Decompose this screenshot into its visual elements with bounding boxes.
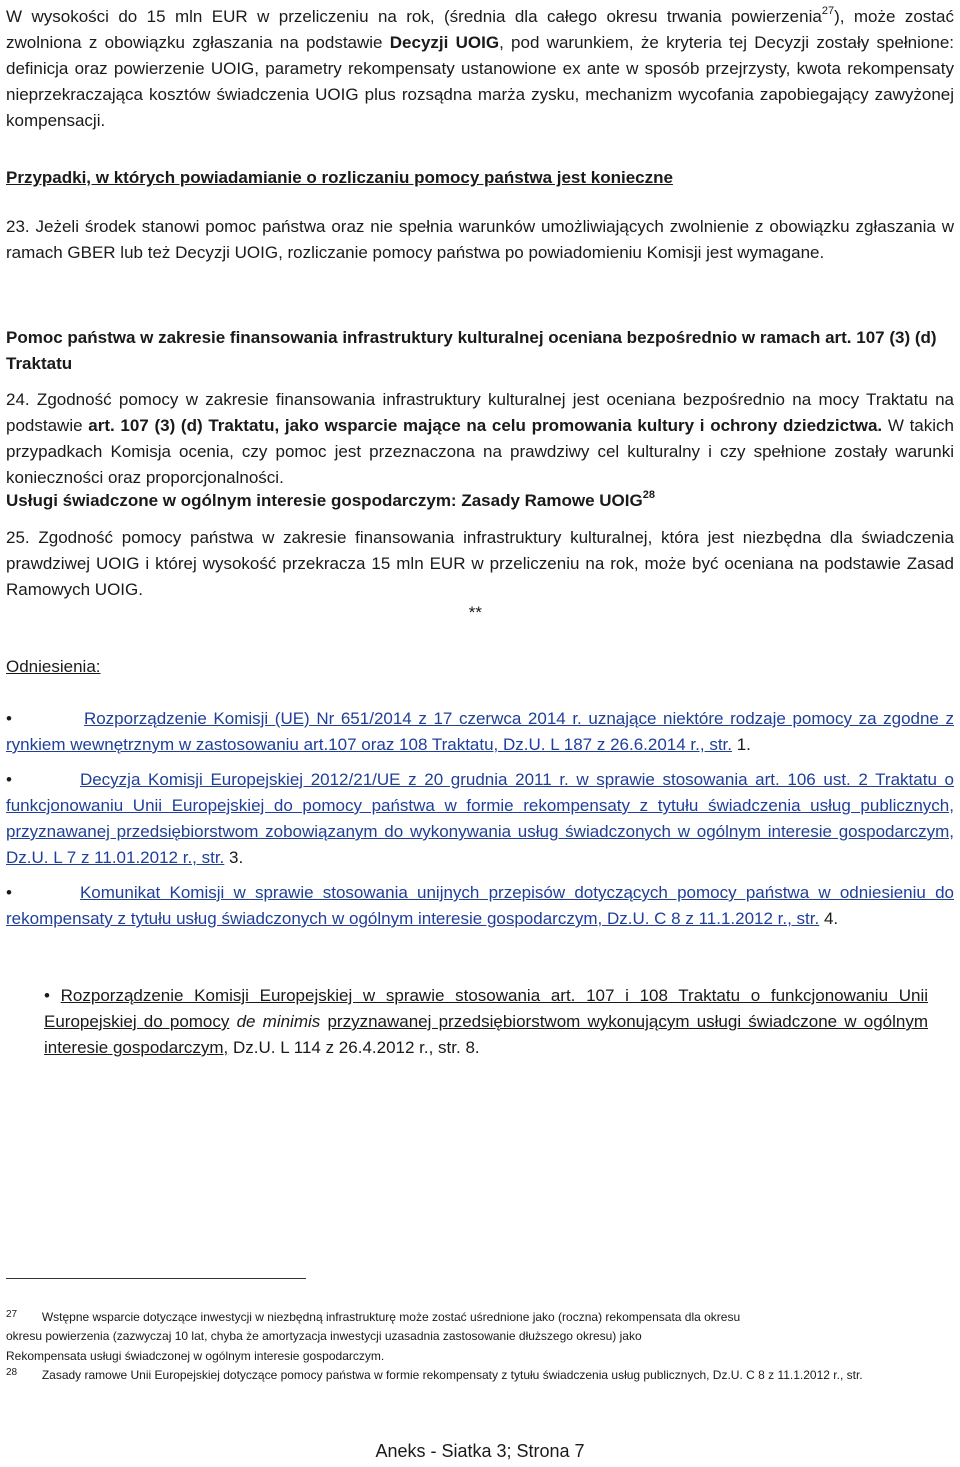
reference-item bbox=[6, 767, 954, 871]
reference-link-de-minimis-2[interactable]: przyznawanej przedsiębiorstwom wykonującym usługi świadczone w ogólnym interesie gospodarczym, bbox=[44, 1012, 928, 1057]
reference-tail: 3. bbox=[224, 848, 244, 867]
reference-link-gber[interactable]: Rozporządzenie Komisji (UE) Nr 651/2014 z 17 czerwca 2014 r. uznające niektóre rodzaje pomocy za zgodne z rynkiem wewnętrznym w zastosowaniu art.107 oraz 108 Traktatu, Dz.U. L 187 z 26.6.2014 r., str. bbox=[6, 709, 954, 754]
bullet-icon: • bbox=[6, 883, 12, 902]
section-heading-sgei bbox=[6, 488, 655, 514]
footnote-number: 28 bbox=[6, 1367, 18, 1378]
paragraph-intro-text-2: ), może zostać zwolniona z obowiązku zgłaszania na podstawie bbox=[6, 7, 954, 52]
footnote-number: 27 bbox=[6, 1309, 18, 1320]
footnote-27 bbox=[6, 1304, 740, 1328]
footnote-text: Rekompensata usługi świadczonej w ogólnym interesie gospodarczym. bbox=[6, 1349, 385, 1363]
page-footer: Aneks - Siatka 3; Strona 7 bbox=[375, 1441, 585, 1461]
footnote-ref-28[interactable]: 28 bbox=[642, 489, 655, 501]
reference-item bbox=[6, 880, 954, 932]
section-heading-cultural-infrastructure-text: Pomoc państwa w zakresie finansowania infrastruktury kulturalnej oceniana bezpośrednio w ramach art. 107 (3) (d) Traktatu bbox=[6, 328, 937, 373]
paragraph-24-text-2: W takich przypadkach Komisja ocenia, czy pomoc jest przeznaczona na prawdziwy cel kulturalny i czy spełnione zostały warunki konieczności oraz proporcjonalności. bbox=[6, 416, 954, 487]
footnote-ref-27[interactable]: 27 bbox=[821, 5, 835, 17]
footnote-28 bbox=[6, 1362, 863, 1386]
section-heading-notification: Przypadki, w których powiadamianie o rozliczaniu pomocy państwa jest konieczne bbox=[6, 168, 673, 187]
footnote-text: okresu powierzenia (zazwyczaj 10 lat, chyba że amortyzacja inwestycji uzasadnia zastosowanie dłuższego okresu) jako bbox=[6, 1329, 642, 1343]
reference-link-de-minimis[interactable]: Rozporządzenie Komisji Europejskiej w sprawie stosowania art. 107 i 108 Traktatu o funkcjonowaniu Unii Europejskiej do pomocy bbox=[44, 986, 928, 1031]
section-separator-stars: ** bbox=[468, 603, 482, 622]
reference-link-communication[interactable]: Komunikat Komisji w sprawie stosowania unijnych przepisów dotyczących pomocy państwa w odniesieniu do rekompensaty z tytułu usług świadczonych w ogólnym interesie gospodarczym, Dz.U. C 8 z 11.1.2012 r., str. bbox=[6, 883, 954, 928]
reference-italic: de minimis bbox=[236, 1012, 321, 1031]
paragraph-intro bbox=[6, 4, 954, 134]
footnote-text: Zasady ramowe Unii Europejskiej dotyczące pomocy państwa w formie rekompensaty z tytułu świadczenia usług publicznych, Dz.U. C 8 z 11.1.2012 r., str. bbox=[41, 1368, 863, 1382]
paragraph-intro-text-3: , pod warunkiem, że kryteria tej Decyzji zostały spełnione: definicja oraz powierzenie UOIG, parametry rekompensaty ustanowione ex ante w sposób przejrzysty, kwota rekompensaty nieprzekraczająca kosztów świadczenia UOIG plus rozsądna marża zysku, mechanizm wycofania zapobiegający zawyżonej kompensacji. bbox=[6, 33, 954, 130]
section-heading-cultural-infrastructure bbox=[6, 325, 954, 377]
footnote-divider bbox=[6, 1278, 306, 1279]
reference-item bbox=[6, 706, 954, 758]
paragraph-24-text: 24. Zgodność pomocy w zakresie finansowania infrastruktury kulturalnej jest oceniana bezpośrednio na mocy Traktatu na podstawie bbox=[6, 390, 954, 435]
paragraph-24-bold: art. 107 (3) (d) Traktatu, jako wsparcie mające na celu promowania kultury i ochrony dziedzictwa. bbox=[88, 416, 883, 435]
bullet-icon: • bbox=[6, 770, 12, 789]
reference-item bbox=[44, 983, 928, 1061]
reference-tail: 1. bbox=[732, 735, 751, 754]
paragraph-24 bbox=[6, 387, 954, 491]
bullet-icon: • bbox=[6, 709, 12, 728]
footnote-text: Wstępne wsparcie dotyczące inwestycji w niezbędną infrastrukturę może zostać uśrednione jako (roczna) rekompensata dla okresu bbox=[41, 1310, 741, 1324]
reference-tail: Dz.U. L 114 z 26.4.2012 r., str. 8. bbox=[228, 1038, 480, 1057]
reference-tail: 4. bbox=[819, 909, 839, 928]
bullet-icon: • bbox=[44, 986, 50, 1005]
reference-link-sgei-decision[interactable]: Decyzja Komisji Europejskiej 2012/21/UE z 20 grudnia 2011 r. w sprawie stosowania art. 106 ust. 2 Traktatu o funkcjonowaniu Unii Europejskiej do pomocy państwa w formie rekompensaty z tytułu świadczenia usług publicznych, przyznawanej przedsiębiorstwom zobowiązanym do wykonywania usług świadczonych w ogólnym interesie gospodarczym, Dz.U. L 7 z 11.01.2012 r., str. bbox=[6, 770, 954, 867]
decision-uoig-bold: Decyzji UOIG bbox=[389, 33, 500, 52]
paragraph-25: 25. Zgodność pomocy państwa w zakresie finansowania infrastruktury kulturalnej, która jest niezbędna dla świadczenia prawdziwej UOIG i której wysokość przekracza 15 mln EUR w przeliczeniu na rok, może być oceniana na podstawie Zasad Ramowych UOIG. bbox=[6, 528, 954, 599]
section-heading-sgei-text: Usługi świadczone w ogólnym interesie gospodarczym: Zasady Ramowe UOIG bbox=[6, 491, 643, 510]
references-title: Odniesienia: bbox=[6, 657, 101, 676]
paragraph-23: 23. Jeżeli środek stanowi pomoc państwa oraz nie spełnia warunków umożliwiających zwolnienie z obowiązku zgłaszania w ramach GBER lub też Decyzji UOIG, rozliczanie pomocy państwa po powiadomieniu Komisji jest wymagane. bbox=[6, 217, 954, 262]
paragraph-intro-text: W wysokości do 15 mln EUR w przeliczeniu na rok, (średnia dla całego okresu trwania powierzenia bbox=[6, 7, 822, 26]
